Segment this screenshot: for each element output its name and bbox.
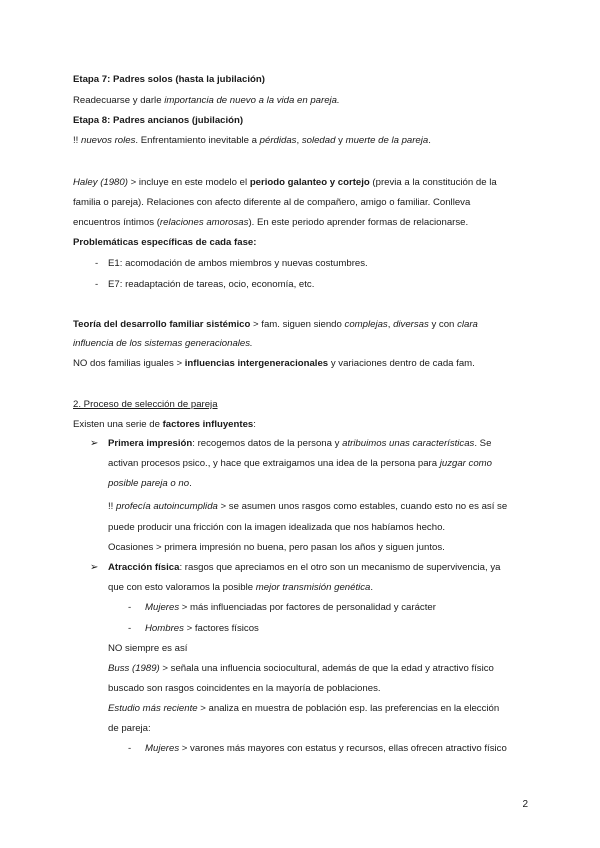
atraccion-l2-b: mejor transmisión genética [255, 582, 371, 593]
sub-hombres [145, 623, 259, 635]
etapa8-t-a: !! [73, 135, 81, 146]
primera-line5: puede producir una fricción con la imagen idealizada que nos habíamos hecho. [108, 522, 446, 533]
primera-l4-b: profecía autoincumplida [116, 501, 218, 512]
teoria-bold: Teoría del desarrollo familiar sistémico [73, 319, 251, 330]
primera-line2 [108, 458, 492, 470]
buss-line2: buscado son rasgos coincidentes en la mayoría de poblaciones. [108, 683, 381, 694]
etapa8-t-c: . Enfrentamiento inevitable a [135, 135, 260, 146]
teoria-line3 [73, 358, 475, 370]
etapa8-t-i: . [428, 135, 431, 146]
dash-glyph: - [128, 743, 132, 754]
etapa8-title: Etapa 8: Padres ancianos (jubilación) [73, 115, 244, 126]
haley-l3-italic: relaciones amorosas [159, 217, 249, 228]
primera-l3: posible pareja o no [108, 478, 190, 489]
sub-hombres-label: Hombres [145, 623, 184, 634]
etapa8-t-d: pérdidas [259, 135, 297, 146]
primera-l1-c: atribuimos unas características [342, 438, 475, 449]
sub-mujeres2-text: > varones más mayores con estatus y recursos, ellas ofrecen atractivo físico [179, 743, 507, 754]
etapa8-t-b: nuevos roles [81, 135, 136, 146]
primera-l1-b: : recogemos datos de la persona y [192, 438, 343, 449]
etapa8-t-e: , [296, 135, 302, 146]
haley-l3-c: ). En este periodo aprender formas de relacionarse. [248, 217, 469, 228]
estudio-line2: de pareja: [108, 723, 151, 734]
intro-c: : [253, 419, 256, 430]
haley-line3 [73, 217, 468, 229]
problematica-item: E7: readaptación de tareas, ocio, economía, etc. [108, 279, 315, 290]
atraccion-line2 [108, 582, 373, 594]
etapa7-body [73, 95, 340, 107]
haley-line2: familia o pareja). Relaciones con afecto diferente al de compañero, amigo o familiar. Conlleva [73, 197, 471, 208]
intro-a: Existen una serie de [73, 419, 163, 430]
teoria-l1-f: y con [428, 319, 458, 330]
haley-line1 [73, 177, 497, 189]
dash-glyph: - [128, 602, 132, 613]
teoria-line1 [73, 319, 478, 331]
haley-l1-bold: periodo galanteo y cortejo [249, 177, 370, 188]
teoria-l3-a: NO dos familias iguales > [73, 358, 185, 369]
primera-l4-a: !! [108, 501, 116, 512]
sub-mujeres2-label: Mujeres [145, 743, 180, 754]
section2-intro [73, 419, 256, 431]
teoria-l1-b: > fam. siguen siendo [250, 319, 345, 330]
atraccion-line1 [108, 562, 500, 574]
primera-bold: Primera impresión [108, 438, 193, 449]
primera-line3 [108, 478, 192, 490]
primera-line1 [108, 438, 491, 450]
primera-line6: Ocasiones > primera impresión no buena, pero pasan los años y siguen juntos. [108, 542, 445, 553]
atraccion-bold: Atracción física [108, 562, 180, 573]
primera-l1-d: . Se [474, 438, 492, 449]
page-number: 2 [522, 799, 528, 810]
atraccion-l2-c: . [370, 582, 374, 593]
dash-glyph: - [128, 623, 132, 634]
primera-l2-a: activan procesos psico., y hace que extraigamos una idea de la persona para [108, 458, 440, 469]
haley-l1-b: > incluye en este modelo el [127, 177, 250, 188]
etapa7-title: Etapa 7: Padres solos (hasta la jubilación) [73, 74, 265, 85]
problematicas-heading: Problemáticas específicas de cada fase: [73, 237, 257, 248]
primera-l4-c: > se asumen unos rasgos como estables, cuando esto no es así se [217, 501, 508, 512]
etapa8-body [73, 135, 431, 147]
primera-l3-b: . [189, 478, 192, 489]
etapa8-t-h: muerte de la pareja [345, 135, 429, 146]
atraccion-l2-a: que con esto valoramos la posible [108, 582, 256, 593]
sub-mujeres [145, 602, 436, 614]
haley-l3-a: encuentros íntimos ( [73, 217, 160, 228]
problematica-item: E1: acomodación de ambos miembros y nuevas costumbres. [108, 258, 368, 269]
dash-glyph: - [95, 279, 99, 290]
teoria-l1-g: clara [457, 319, 478, 330]
buss-text: > señala una influencia sociocultural, además de que la edad y atractivo físico [159, 663, 494, 674]
sub-hombres-text: > factores físicos [183, 623, 259, 634]
teoria-l3-c: y variaciones dentro de cada fam. [328, 358, 475, 369]
etapa7-body-text: Readecuarse y darle [73, 95, 165, 106]
no-siempre: NO siempre es así [108, 643, 188, 654]
estudio-label: Estudio más reciente [108, 703, 198, 714]
buss-line1 [108, 663, 494, 675]
etapa8-t-f: soledad [301, 135, 336, 146]
arrow-bullet-icon: ➢ [90, 438, 99, 449]
etapa7-body-italic: importancia de nuevo a la vida en pareja. [164, 95, 340, 106]
sub-mujeres-label: Mujeres [145, 602, 180, 613]
arrow-bullet-icon: ➢ [90, 562, 99, 573]
haley-l1-d: (previa a la constitución de la [369, 177, 497, 188]
section2-heading: 2. Proceso de selección de pareja [73, 399, 218, 410]
sub-mujeres-2 [145, 743, 507, 755]
buss-citation: Buss (1989) [108, 663, 160, 674]
primera-line4 [108, 501, 507, 513]
teoria-l1-c: complejas [344, 319, 388, 330]
estudio-line1 [108, 703, 499, 715]
sub-mujeres-text: > más influenciadas por factores de personalidad y carácter [179, 602, 436, 613]
intro-bold: factores influyentes [162, 419, 254, 430]
atraccion-l1-b: : rasgos que apreciamos en el otro son un mecanismo de supervivencia, ya [179, 562, 501, 573]
teoria-line2: influencia de los sistemas generacionales. [73, 338, 253, 349]
haley-citation: Haley (1980) [73, 177, 128, 188]
estudio-text: > analiza en muestra de población esp. las preferencias en la elección [197, 703, 500, 714]
teoria-l1-e: diversas [393, 319, 429, 330]
teoria-l1-d: , [387, 319, 394, 330]
dash-glyph: - [95, 258, 99, 269]
primera-l2-b: juzgar como [439, 458, 492, 469]
teoria-l3-bold: influencias intergeneracionales [184, 358, 329, 369]
etapa8-t-g: y [335, 135, 346, 146]
